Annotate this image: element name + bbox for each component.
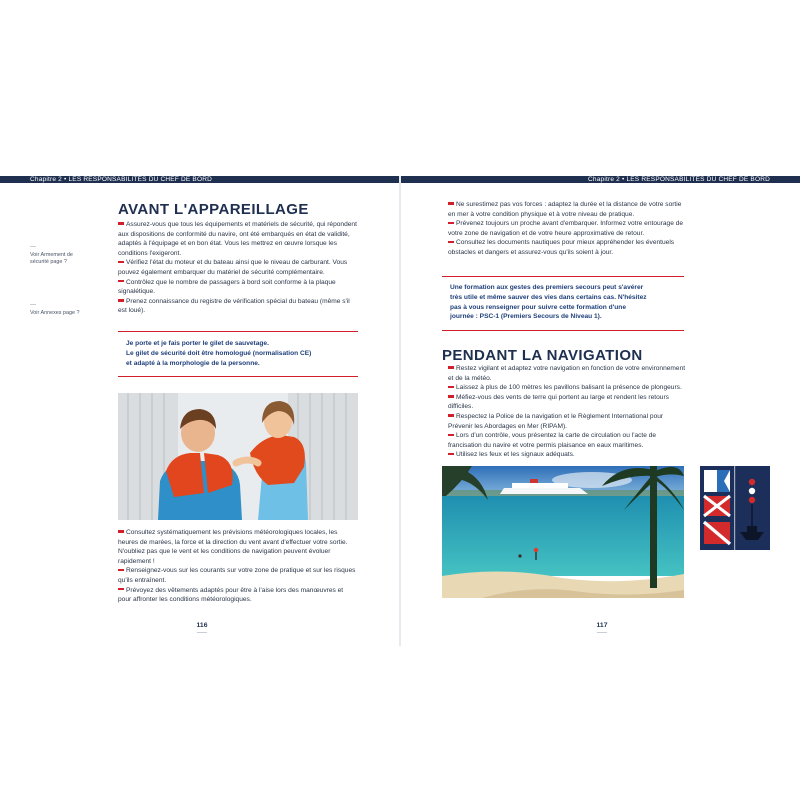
bullet-marker [118, 280, 124, 282]
list-item: Utilisez les feux et les signaux adéquats. [448, 450, 686, 460]
bullet-marker [448, 395, 454, 397]
list-item: Vérifiez l'état du moteur et du bateau ainsi que le niveau de carburant. Vous pouvez également embarquer du matériel de sécurité complémentaire. [118, 259, 348, 276]
list-item: Lors d'un contrôle, vous présentez la carte de circulation ou l'acte de francisation du navire et votre permis plaisance en eaux maritimes. [448, 432, 657, 449]
side-note-dash [30, 246, 36, 247]
bullet-marker [448, 202, 454, 204]
callout-life-jacket-text: Je porte et je fais porter le gilet de sauvetage. Le gilet de sécurité doit être homologué (normalisation CE) et adapté à la morphologie de la personne. [126, 340, 312, 367]
page-number-left: 116 [196, 622, 208, 629]
bullet-marker [118, 299, 124, 301]
side-note-annexes [30, 304, 88, 317]
photo-tropical-beach-cruise-ship [442, 466, 684, 598]
bullet-marker [118, 261, 124, 263]
section-title-pendant-navigation: PENDANT LA NAVIGATION [442, 347, 643, 364]
running-header-right: Chapitre 2 • LES RESPONSABILITÉS DU CHEF DE BORD [401, 176, 800, 183]
list-item: Assurez-vous que tous les équipements et matériels de sécurité, qui répondent aux dispositions de conformité du navire, ont été embarqués en état de validité, adaptés à l'équipage et en bon état. Vous les mettrez en œuvre lorsque les conditions l'exigeront. [118, 221, 357, 257]
section-title-avant-appareillage: AVANT L'APPAREILLAGE [118, 201, 309, 218]
bullet-marker [118, 530, 124, 532]
list-item: Respectez la Police de la navigation et le Règlement International pour Prévenir les Abordages en Mer (RIPAM). [448, 412, 664, 430]
list-item: Restez vigilant et adaptez votre navigation en fonction de votre environnement et de la météo. [448, 365, 686, 382]
bullet-marker [448, 241, 454, 243]
callout-first-aid [442, 276, 684, 331]
list-item: Prévoyez des vêtements adaptés pour être à l'aise lors des manœuvres et pour affronter les conditions météorologiques. [118, 586, 344, 604]
running-header-left: Chapitre 2 • LES RESPONSABILITÉS DU CHEF DE BORD [0, 176, 399, 183]
diver-flags-icon [700, 466, 770, 550]
callout-life-jacket [118, 331, 358, 377]
list-item: Contrôlez que le nombre de passagers à bord soit conforme à la plaque signalétique. [118, 278, 336, 296]
bullet-marker [118, 222, 124, 224]
list-item: Méfiez-vous des vents de terre qui portent au large et rendent les retours difficiles. [448, 393, 669, 411]
list-item: Consultez systématiquement les prévisions météorologiques locales, les heures de marées, la force et la direction du vent avant d'effectuer votre sortie. N'oubliez pas que le vent et les conditions de navigation peuvent évoluer rapidement ! [118, 529, 348, 565]
bullet-list-during-navigation [448, 364, 686, 460]
list-item: Prenez connaissance du registre de vérification spécial du bateau (même s'il est loué). [118, 297, 350, 315]
bullet-marker [448, 453, 454, 455]
list-item: Ne surestimez pas vos forces : adaptez la durée et la distance de votre sortie en mer à votre condition physique et à votre niveau de pratique. [448, 201, 682, 218]
side-note-dash [30, 304, 36, 305]
bullet-marker [448, 434, 454, 436]
bullet-marker [448, 366, 454, 368]
bullet-marker [448, 386, 454, 388]
side-note-annexes-text: Voir Annexes page ? [30, 310, 80, 316]
side-note-armement [30, 246, 88, 266]
callout-first-aid-text: Une formation aux gestes des premiers secours peut s'avérer très utile et même sauver des vies dans certains cas. N'hésitez pas à vous renseigner pour suivre cette formation d'une journée : PSC-1 (Premiers Secours de Niveau 1). [450, 284, 647, 321]
bullet-list-before-departure [118, 220, 358, 316]
bullet-marker [118, 569, 124, 571]
list-item: Consultez les documents nautiques pour mieux appréhender les éventuels obstacles et dangers et assurez-vous qu'ils soient à jour. [448, 239, 675, 256]
page-number-rule [597, 632, 607, 633]
bullet-list-preparation [448, 200, 686, 258]
children-life-jackets-illustration [118, 393, 358, 520]
list-item: Renseignez-vous sur les courants sur votre zone de pratique et sur les risques qu'ils entraînent. [118, 567, 356, 584]
page-number-rule [197, 632, 207, 633]
page-number-right: 117 [596, 622, 608, 629]
bullet-list-weather-clothing [118, 528, 358, 605]
list-item: Prévenez toujours un proche avant d'embarquer. Informez votre entourage de votre zone de navigation et de votre heure approximative de retour. [448, 220, 684, 237]
bullet-marker [118, 588, 124, 590]
bullet-marker [448, 414, 454, 416]
list-item: Laissez à plus de 100 mètres les pavillons balisant la présence de plongeurs. [448, 383, 686, 393]
signal-flags-panel [700, 466, 770, 550]
photo-children-life-jackets [118, 393, 358, 520]
side-note-armement-text: Voir Armement de sécurité page ? [30, 252, 73, 265]
beach-cruise-ship-illustration [442, 466, 684, 598]
page-gutter [399, 176, 401, 646]
bullet-marker [448, 222, 454, 224]
